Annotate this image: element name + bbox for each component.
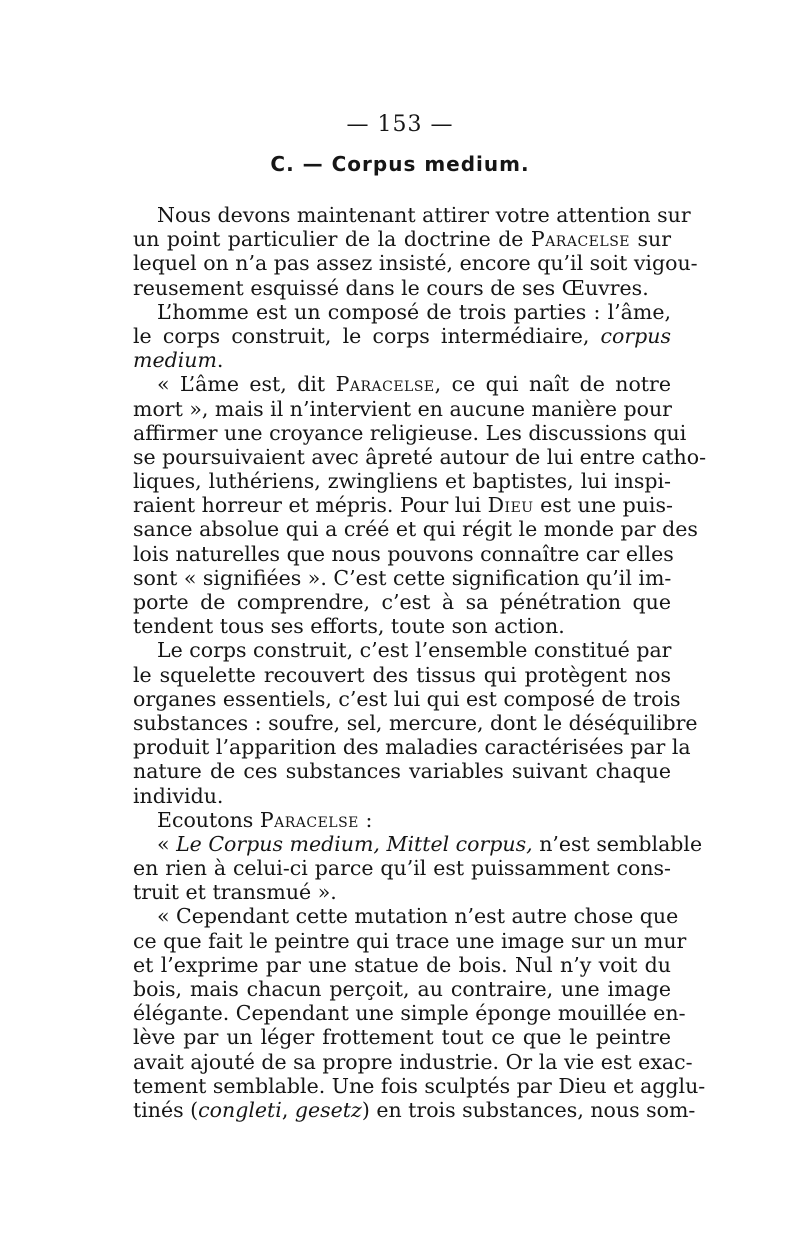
text-line: Ecoutons Paracelse : — [157, 807, 373, 832]
text-line: tendent tous ses efforts, toute son action. — [133, 614, 565, 639]
text-line: et l’exprime par une statue de bois. Nul n’y voit du — [133, 952, 671, 977]
text-line: Nous devons maintenant attirer votre attention sur — [157, 203, 691, 227]
page-number: — 153 — — [346, 112, 454, 137]
text-line: bois, mais chacun perçoit, au contraire, une image — [133, 977, 671, 1001]
text-line: tinés (congleti, gesetz) en trois substances, nous som- — [133, 1097, 696, 1122]
text-line: lois naturelles que nous pouvons connaître car elles — [133, 541, 674, 566]
text-line: « Cependant cette mutation n’est autre chose que — [157, 904, 679, 929]
section-title: C. — Corpus medium. — [270, 152, 530, 176]
text-line: porte de comprendre, c’est à sa pénétration que — [133, 590, 671, 614]
text-line: se poursuivaient avec âpreté autour de lui entre catho- — [133, 444, 707, 469]
text-line: en rien à celui-ci parce qu’il est puissamment cons- — [133, 856, 671, 881]
text-line: nature de ces substances variables suivant chaque — [133, 759, 671, 784]
text-line: L’homme est un composé de trois parties : l’âme, — [157, 299, 671, 324]
text-line: élégante. Cependant une simple éponge mouillée en- — [133, 1001, 686, 1026]
text-line: reusement esquissé dans le cours de ses Œuvres. — [133, 275, 649, 300]
text-line: tement semblable. Une fois sculptés par Dieu et agglu- — [133, 1073, 706, 1098]
text-line: substances : soufre, sel, mercure, dont le déséquilibre — [133, 710, 698, 735]
text-line: lequel on n’a pas assez insisté, encore qu’il soit vigou- — [133, 251, 698, 276]
text-line: « L’âme est, dit Paracelse, ce qui naît de notre — [157, 372, 671, 397]
text-line: raient horreur et mépris. Pour lui Dieu est une puis- — [133, 493, 673, 518]
text-line: avait ajouté de sa propre industrie. Or la vie est exac- — [133, 1049, 693, 1074]
text-line: le corps construit, le corps intermédiaire, corpus — [133, 323, 671, 348]
body-text — [133, 203, 707, 1122]
text-line: liques, luthériens, zwingliens et baptistes, lui inspi- — [133, 469, 671, 494]
text-line: lève par un léger frottement tout ce que le peintre — [133, 1025, 671, 1050]
text-line: individu. — [133, 783, 224, 808]
text-line: affirmer une croyance religieuse. Les discussions qui — [133, 420, 687, 445]
text-line: sont « signifiées ». C’est cette signification qu’il im- — [133, 565, 672, 590]
text-line: truit et transmué ». — [133, 880, 337, 905]
text-line: un point particulier de la doctrine de Paracelse sur — [133, 227, 671, 252]
text-line: ce que fait le peintre qui trace une image sur un mur — [133, 928, 687, 953]
text-line: organes essentiels, c’est lui qui est composé de trois — [133, 686, 681, 711]
text-line: produit l’apparition des maladies caractérisées par la — [133, 735, 691, 760]
text-line: medium. — [133, 348, 224, 373]
text-line: Le corps construit, c’est l’ensemble constitué par — [157, 638, 672, 663]
text-line: sance absolue qui a créé et qui régit le monde par des — [133, 517, 698, 542]
text-line: mort », mais il n’intervient en aucune manière pour — [133, 396, 672, 421]
text-line: « Le Corpus medium, Mittel corpus, n’est semblable — [157, 831, 703, 856]
text-line: le squelette recouvert des tissus qui protègent nos — [133, 662, 671, 687]
